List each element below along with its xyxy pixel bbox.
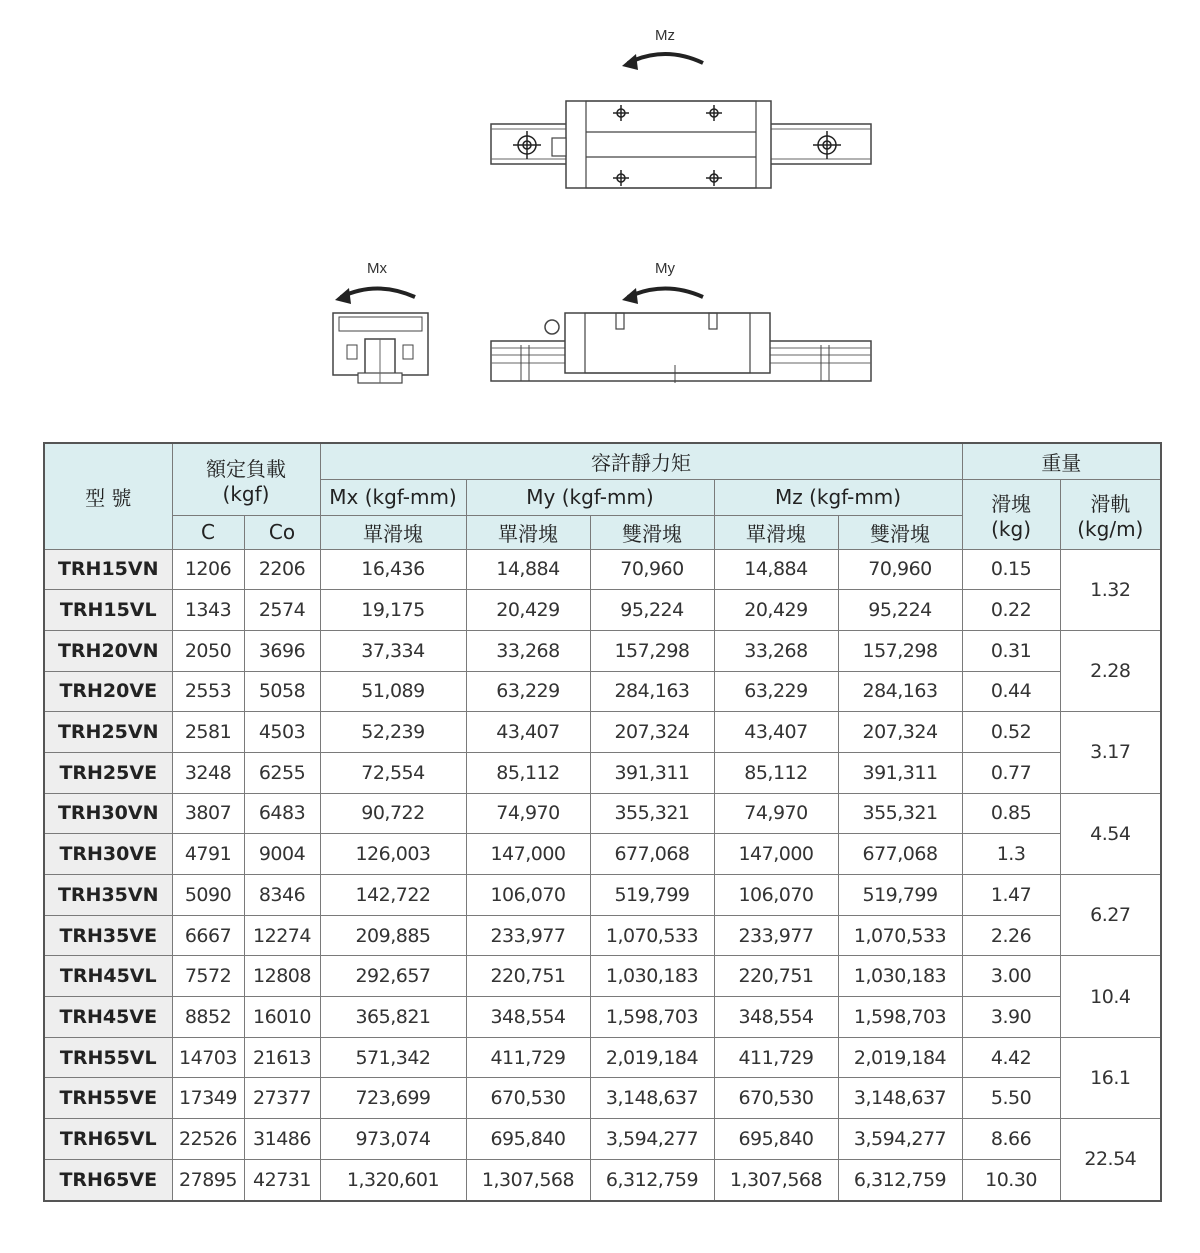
co-cell: 5058 <box>244 671 320 712</box>
header-mz-double: 雙滑塊 <box>838 515 962 549</box>
rail-weight-cell: 2.28 <box>1060 630 1161 711</box>
my-double-cell: 70,960 <box>590 549 714 590</box>
block-weight-cell: 5.50 <box>962 1078 1060 1119</box>
header-block <box>962 479 1060 549</box>
header-moment: 容許靜力矩 <box>320 443 962 479</box>
my-arrow <box>628 289 703 298</box>
block-side <box>565 313 770 373</box>
c-cell: 1343 <box>172 590 244 631</box>
c-cell: 3807 <box>172 793 244 834</box>
block-weight-cell: 10.30 <box>962 1159 1060 1200</box>
mx-single-cell: 209,885 <box>320 915 466 956</box>
rail-weight-cell: 4.54 <box>1060 793 1161 874</box>
mx-single-cell: 571,342 <box>320 1037 466 1078</box>
header-rated-load-unit: (kgf) <box>222 481 270 506</box>
my-single-cell: 63,229 <box>466 671 590 712</box>
co-cell: 31486 <box>244 1119 320 1160</box>
model-cell: TRH65VE <box>44 1159 172 1200</box>
block-weight-cell: 2.26 <box>962 915 1060 956</box>
mz-double-cell: 677,068 <box>838 834 962 875</box>
co-cell: 3696 <box>244 630 320 671</box>
my-double-cell: 1,598,703 <box>590 997 714 1038</box>
mz-double-cell: 1,070,533 <box>838 915 962 956</box>
header-my-double: 雙滑塊 <box>590 515 714 549</box>
model-cell: TRH20VN <box>44 630 172 671</box>
header-weight: 重量 <box>962 443 1161 479</box>
header-rail-label: 滑軌 <box>1090 491 1131 516</box>
table-row <box>44 549 1161 590</box>
co-cell: 6483 <box>244 793 320 834</box>
my-double-cell: 519,799 <box>590 875 714 916</box>
co-cell: 2574 <box>244 590 320 631</box>
model-cell: TRH35VN <box>44 875 172 916</box>
table-row <box>44 590 1161 631</box>
mz-single-cell: 43,407 <box>714 712 838 753</box>
model-cell: TRH45VL <box>44 956 172 997</box>
mx-single-cell: 52,239 <box>320 712 466 753</box>
co-cell: 21613 <box>244 1037 320 1078</box>
top-view-diagram <box>0 0 1200 220</box>
my-double-cell: 1,070,533 <box>590 915 714 956</box>
moment-diagrams <box>0 0 1200 430</box>
block-weight-cell: 0.44 <box>962 671 1060 712</box>
rail-weight-cell: 10.4 <box>1060 956 1161 1037</box>
mz-double-cell: 2,019,184 <box>838 1037 962 1078</box>
mx-single-cell: 51,089 <box>320 671 466 712</box>
mx-single-cell: 37,334 <box>320 630 466 671</box>
mz-double-cell: 1,030,183 <box>838 956 962 997</box>
block-weight-cell: 0.85 <box>962 793 1060 834</box>
c-cell: 27895 <box>172 1159 244 1200</box>
co-cell: 12274 <box>244 915 320 956</box>
co-cell: 2206 <box>244 549 320 590</box>
my-single-cell: 695,840 <box>466 1119 590 1160</box>
mx-single-cell: 292,657 <box>320 956 466 997</box>
block-weight-cell: 0.31 <box>962 630 1060 671</box>
my-double-cell: 207,324 <box>590 712 714 753</box>
mz-double-cell: 1,598,703 <box>838 997 962 1038</box>
c-cell: 3248 <box>172 752 244 793</box>
co-cell: 9004 <box>244 834 320 875</box>
model-cell: TRH25VE <box>44 752 172 793</box>
side-view-diagram <box>485 255 885 395</box>
table-row <box>44 671 1161 712</box>
co-cell: 4503 <box>244 712 320 753</box>
mz-double-cell: 519,799 <box>838 875 962 916</box>
header-rated-load-label: 額定負載 <box>206 456 286 481</box>
block-weight-cell: 0.22 <box>962 590 1060 631</box>
block-top <box>566 101 771 188</box>
mz-single-cell: 33,268 <box>714 630 838 671</box>
model-cell: TRH55VE <box>44 1078 172 1119</box>
table-row <box>44 997 1161 1038</box>
c-cell: 1206 <box>172 549 244 590</box>
c-cell: 22526 <box>172 1119 244 1160</box>
mx-single-cell: 723,699 <box>320 1078 466 1119</box>
mz-single-cell: 695,840 <box>714 1119 838 1160</box>
header-rail-unit: (kg/m) <box>1077 516 1144 541</box>
table-row <box>44 752 1161 793</box>
mx-single-cell: 72,554 <box>320 752 466 793</box>
table-row <box>44 630 1161 671</box>
block-weight-cell: 8.66 <box>962 1119 1060 1160</box>
my-double-cell: 391,311 <box>590 752 714 793</box>
table-row <box>44 834 1161 875</box>
my-single-cell: 33,268 <box>466 630 590 671</box>
header-block-label: 滑塊 <box>991 491 1032 516</box>
table-row <box>44 793 1161 834</box>
front-view-diagram <box>325 255 445 395</box>
block-weight-cell: 3.90 <box>962 997 1060 1038</box>
mz-single-cell: 147,000 <box>714 834 838 875</box>
spec-table-body <box>44 549 1161 1201</box>
my-single-cell: 348,554 <box>466 997 590 1038</box>
mz-single-cell: 14,884 <box>714 549 838 590</box>
c-cell: 2050 <box>172 630 244 671</box>
mz-single-cell: 74,970 <box>714 793 838 834</box>
table-row <box>44 1078 1161 1119</box>
mz-double-cell: 70,960 <box>838 549 962 590</box>
my-single-cell: 106,070 <box>466 875 590 916</box>
my-single-cell: 14,884 <box>466 549 590 590</box>
header-model: 型 號 <box>44 443 172 549</box>
header-mz-single: 單滑塊 <box>714 515 838 549</box>
mx-single-cell: 365,821 <box>320 997 466 1038</box>
header-mx-single: 單滑塊 <box>320 515 466 549</box>
c-cell: 8852 <box>172 997 244 1038</box>
co-cell: 42731 <box>244 1159 320 1200</box>
header-mx: Mx (kgf-mm) <box>320 479 466 515</box>
co-cell: 16010 <box>244 997 320 1038</box>
mz-single-cell: 348,554 <box>714 997 838 1038</box>
header-rail <box>1060 479 1161 549</box>
mz-double-cell: 157,298 <box>838 630 962 671</box>
header-co: Co <box>244 515 320 549</box>
mz-double-cell: 95,224 <box>838 590 962 631</box>
my-double-cell: 2,019,184 <box>590 1037 714 1078</box>
header-my-single: 單滑塊 <box>466 515 590 549</box>
my-single-cell: 43,407 <box>466 712 590 753</box>
my-single-cell: 411,729 <box>466 1037 590 1078</box>
mz-single-cell: 106,070 <box>714 875 838 916</box>
c-cell: 6667 <box>172 915 244 956</box>
block-weight-cell: 0.77 <box>962 752 1060 793</box>
c-cell: 7572 <box>172 956 244 997</box>
rail-weight-cell: 6.27 <box>1060 875 1161 956</box>
mz-double-cell: 391,311 <box>838 752 962 793</box>
mx-single-cell: 90,722 <box>320 793 466 834</box>
mx-arrow <box>341 289 415 298</box>
model-cell: TRH35VE <box>44 915 172 956</box>
model-cell: TRH30VN <box>44 793 172 834</box>
c-cell: 4791 <box>172 834 244 875</box>
mz-double-cell: 207,324 <box>838 712 962 753</box>
header-rated-load <box>172 443 320 515</box>
my-double-cell: 677,068 <box>590 834 714 875</box>
model-cell: TRH55VL <box>44 1037 172 1078</box>
header-mz: Mz (kgf-mm) <box>714 479 962 515</box>
header-my: My (kgf-mm) <box>466 479 714 515</box>
model-cell: TRH20VE <box>44 671 172 712</box>
mz-double-cell: 3,148,637 <box>838 1078 962 1119</box>
mz-double-cell: 284,163 <box>838 671 962 712</box>
block-weight-cell: 4.42 <box>962 1037 1060 1078</box>
block-weight-cell: 1.3 <box>962 834 1060 875</box>
block-weight-cell: 1.47 <box>962 875 1060 916</box>
mz-double-cell: 355,321 <box>838 793 962 834</box>
mz-arrow <box>628 54 703 63</box>
block-weight-cell: 3.00 <box>962 956 1060 997</box>
model-cell: TRH30VE <box>44 834 172 875</box>
mx-single-cell: 19,175 <box>320 590 466 631</box>
my-single-cell: 233,977 <box>466 915 590 956</box>
mx-single-cell: 126,003 <box>320 834 466 875</box>
mx-single-cell: 142,722 <box>320 875 466 916</box>
my-double-cell: 1,030,183 <box>590 956 714 997</box>
table-row <box>44 875 1161 916</box>
rail-weight-cell: 22.54 <box>1060 1119 1161 1201</box>
model-cell: TRH65VL <box>44 1119 172 1160</box>
header-c: C <box>172 515 244 549</box>
my-double-cell: 3,594,277 <box>590 1119 714 1160</box>
rail-weight-cell: 16.1 <box>1060 1037 1161 1118</box>
block-weight-cell: 0.15 <box>962 549 1060 590</box>
model-cell: TRH25VN <box>44 712 172 753</box>
mx-single-cell: 973,074 <box>320 1119 466 1160</box>
my-double-cell: 3,148,637 <box>590 1078 714 1119</box>
mz-single-cell: 63,229 <box>714 671 838 712</box>
mz-single-cell: 220,751 <box>714 956 838 997</box>
table-row <box>44 956 1161 997</box>
mz-single-cell: 1,307,568 <box>714 1159 838 1200</box>
mz-double-cell: 6,312,759 <box>838 1159 962 1200</box>
table-row <box>44 1159 1161 1200</box>
mz-double-cell: 3,594,277 <box>838 1119 962 1160</box>
c-cell: 17349 <box>172 1078 244 1119</box>
model-cell: TRH15VL <box>44 590 172 631</box>
mz-single-cell: 20,429 <box>714 590 838 631</box>
c-cell: 2581 <box>172 712 244 753</box>
table-row <box>44 915 1161 956</box>
rail-weight-cell: 3.17 <box>1060 712 1161 793</box>
co-cell: 6255 <box>244 752 320 793</box>
my-single-cell: 670,530 <box>466 1078 590 1119</box>
table-row <box>44 1119 1161 1160</box>
rail-weight-cell: 1.32 <box>1060 549 1161 630</box>
co-cell: 8346 <box>244 875 320 916</box>
model-cell: TRH45VE <box>44 997 172 1038</box>
co-cell: 27377 <box>244 1078 320 1119</box>
my-single-cell: 147,000 <box>466 834 590 875</box>
header-block-unit: (kg) <box>991 516 1031 541</box>
my-double-cell: 6,312,759 <box>590 1159 714 1200</box>
c-cell: 5090 <box>172 875 244 916</box>
my-single-cell: 74,970 <box>466 793 590 834</box>
my-label: My <box>655 260 675 277</box>
mx-label: Mx <box>367 260 387 277</box>
my-single-cell: 20,429 <box>466 590 590 631</box>
mx-single-cell: 1,320,601 <box>320 1159 466 1200</box>
spec-table <box>43 442 1162 1202</box>
mx-single-cell: 16,436 <box>320 549 466 590</box>
mz-single-cell: 85,112 <box>714 752 838 793</box>
mz-label: Mz <box>655 27 675 44</box>
my-double-cell: 284,163 <box>590 671 714 712</box>
my-single-cell: 220,751 <box>466 956 590 997</box>
my-double-cell: 157,298 <box>590 630 714 671</box>
mz-single-cell: 670,530 <box>714 1078 838 1119</box>
mz-single-cell: 233,977 <box>714 915 838 956</box>
mz-single-cell: 411,729 <box>714 1037 838 1078</box>
block-weight-cell: 0.52 <box>962 712 1060 753</box>
c-cell: 14703 <box>172 1037 244 1078</box>
table-row <box>44 712 1161 753</box>
co-cell: 12808 <box>244 956 320 997</box>
my-double-cell: 95,224 <box>590 590 714 631</box>
my-single-cell: 1,307,568 <box>466 1159 590 1200</box>
c-cell: 2553 <box>172 671 244 712</box>
my-single-cell: 85,112 <box>466 752 590 793</box>
table-row <box>44 1037 1161 1078</box>
model-cell: TRH15VN <box>44 549 172 590</box>
my-double-cell: 355,321 <box>590 793 714 834</box>
